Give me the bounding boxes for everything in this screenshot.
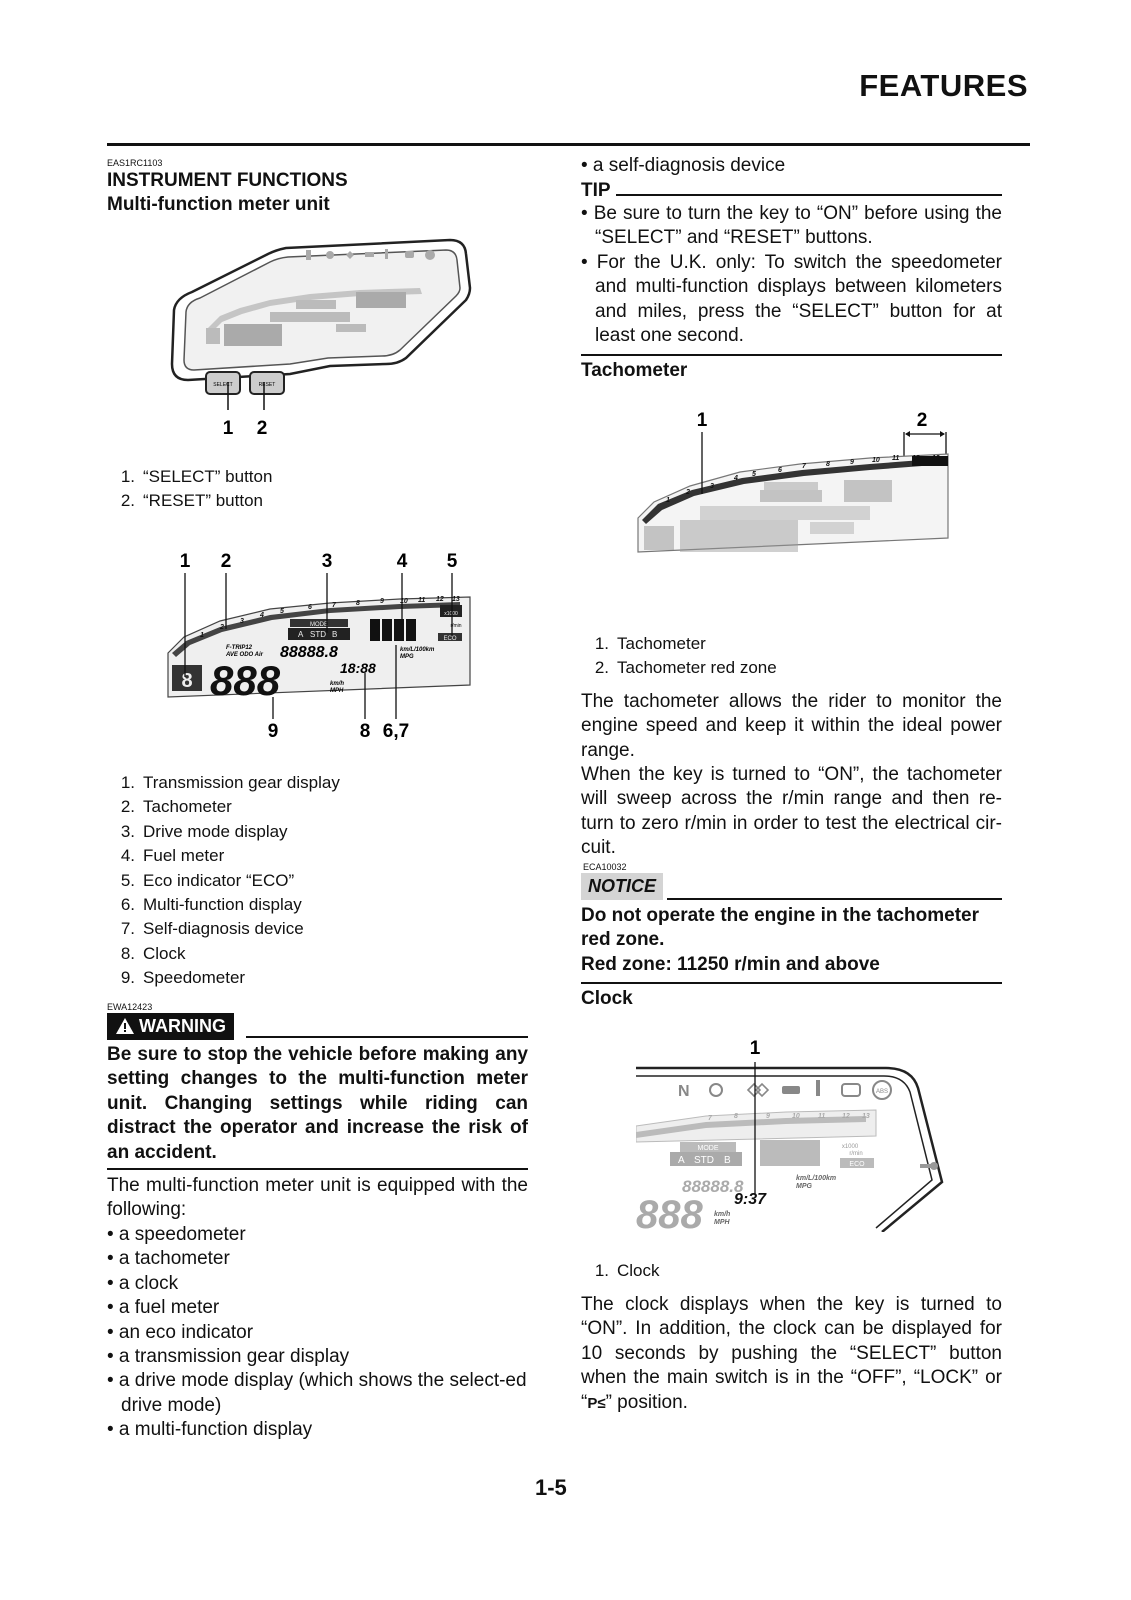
clock-digits: 18:88 (340, 660, 376, 676)
svg-text:A: A (678, 1155, 685, 1166)
callout-6-7: 6,7 (382, 721, 410, 742)
callout-2: 2 (916, 410, 928, 431)
list-item: • a tachometer (107, 1248, 230, 1270)
caption-item: 7. Self-diagnosis device (120, 919, 304, 939)
svg-text:1: 1 (200, 632, 204, 639)
caption-item: 1. Tachometer (594, 634, 706, 653)
notice-badge: NOTICE (581, 873, 663, 900)
list-item: • a fuel meter (107, 1297, 220, 1319)
svg-text:STD: STD (694, 1155, 714, 1166)
tip-label: TIP (581, 180, 611, 201)
turn-signal-icon (748, 1084, 768, 1096)
warning-end-rule (107, 1168, 528, 1170)
list-item: • an eco indicator (107, 1321, 254, 1343)
callout-2: 2 (220, 551, 232, 572)
fig3-caption (581, 632, 777, 681)
svg-text:13: 13 (932, 455, 940, 462)
caption-item: 6. Multi-function display (120, 895, 302, 915)
engine-warning-icon (405, 251, 414, 258)
svg-text:6: 6 (778, 467, 782, 474)
svg-text:13: 13 (452, 596, 460, 603)
neutral-icon: N (678, 1083, 690, 1100)
speed-digits: 888 (210, 657, 281, 704)
parking-position-icon: P≤ (587, 1394, 606, 1412)
clock-value: 9:37 (734, 1191, 767, 1208)
caption-item: 2. Tachometer red zone (594, 658, 777, 678)
svg-text:2: 2 (686, 489, 690, 496)
svg-text:x1000: x1000 (841, 1144, 859, 1150)
callout-8: 8 (359, 721, 371, 742)
svg-text:km/h: km/h (330, 681, 345, 687)
header-rule (107, 143, 1030, 146)
svg-text:10: 10 (872, 457, 880, 464)
clock-heading: Clock (581, 988, 633, 1009)
svg-text:5: 5 (280, 608, 284, 615)
caption-item: 1. Clock (594, 1261, 660, 1280)
svg-text:ABS: ABS (875, 1089, 889, 1095)
svg-text:9: 9 (850, 459, 854, 466)
svg-text:11: 11 (418, 597, 426, 604)
svg-text:8: 8 (734, 1113, 738, 1120)
list-item: • For the U.K. only: To switch the speedometer and multi-function displays between kilometers and miles, press the “SELECT” button for at least one second. (581, 251, 1002, 347)
svg-text:B: B (724, 1155, 731, 1166)
svg-text:6: 6 (308, 604, 312, 611)
svg-text:9: 9 (766, 1113, 770, 1120)
svg-text:7: 7 (802, 463, 806, 470)
callout-1: 1 (179, 551, 191, 572)
caption-item: 2. “RESET” button (120, 491, 263, 511)
fig2-caption (107, 771, 340, 991)
red-zone-text: Red zone: 11250 r/min and above (581, 954, 880, 975)
caption-item: 1. “SELECT” button (120, 467, 273, 486)
svg-text:12: 12 (842, 1113, 850, 1120)
mode-label: MODE (310, 622, 328, 628)
svg-text:888: 888 (636, 1193, 703, 1232)
svg-text:9: 9 (380, 598, 384, 605)
callout-2: 2 (256, 418, 268, 439)
svg-text:12: 12 (912, 455, 920, 462)
svg-text:r/min: r/min (450, 623, 462, 629)
intro-paragraph: The multi-function meter unit is equipped with the following: (107, 1175, 528, 1221)
tip-rule (616, 194, 1002, 196)
caption-item: 3. Drive mode display (120, 821, 288, 841)
svg-text:AVE ODO Air: AVE ODO Air (226, 652, 264, 658)
svg-text:km/h: km/h (714, 1211, 731, 1218)
list-item: • a transmission gear display (107, 1346, 350, 1368)
caption-item: 1. Transmission gear display (120, 773, 340, 792)
lcd-display-figure (160, 545, 480, 745)
caption-item: 5. Eco indicator “ECO” (120, 870, 295, 890)
callout-4: 4 (396, 551, 408, 572)
svg-text:88888.8: 88888.8 (682, 1177, 744, 1196)
warning-text: Be sure to stop the vehicle before making any setting changes to the multi-function meter unit. Changing settings while riding can distract the operator and increase the risk of an accident. (107, 1044, 528, 1163)
callout-3: 3 (321, 551, 333, 572)
notice-rule (667, 898, 1002, 900)
caption-item: 2. Tachometer (120, 797, 232, 817)
tachometer-heading: Tachometer (581, 360, 688, 381)
list-item: • a clock (107, 1272, 179, 1294)
tip-list (581, 202, 1002, 348)
svg-text:11: 11 (892, 455, 900, 462)
svg-text:8: 8 (356, 600, 360, 607)
svg-text:x1000: x1000 (444, 611, 458, 617)
neutral-icon (306, 250, 311, 260)
list-item: • a multi-function display (107, 1419, 313, 1441)
abs-icon (425, 250, 435, 260)
engine-warning-icon (842, 1084, 860, 1096)
notice-text: Do not operate the engine in the tachometer red zone. (581, 905, 979, 951)
high-beam-icon (326, 251, 334, 259)
section-heading: INSTRUMENT FUNCTIONS (107, 170, 348, 191)
section-title: FEATURES (859, 68, 1028, 103)
svg-text:3: 3 (710, 483, 714, 490)
doc-code: EWA12423 (107, 1002, 153, 1012)
oil-pressure-icon (782, 1086, 800, 1094)
svg-text:1: 1 (666, 497, 670, 504)
fig1-caption (107, 465, 272, 514)
coolant-temp-icon (816, 1080, 820, 1096)
caption-item: 4. Fuel meter (120, 846, 225, 866)
doc-code: ECA10032 (583, 862, 627, 872)
svg-text:MPG: MPG (400, 654, 414, 660)
doc-code: EAS1RC1103 (107, 158, 163, 168)
svg-text:MODE: MODE (697, 1145, 719, 1152)
eco-indicator: ECO (443, 636, 457, 642)
svg-text:7: 7 (332, 602, 336, 609)
svg-text:ECO: ECO (849, 1161, 865, 1168)
svg-text:MPH: MPH (330, 688, 344, 694)
feature-list (107, 1223, 528, 1443)
high-beam-icon (710, 1084, 722, 1096)
page-number: 1-5 (535, 1475, 567, 1500)
clock-paragraph: The clock displays when the key is turned to “ON”. In addition, the clock can be displayed for 10 seconds by pushing the “SELECT” button when the main switch is in the “OFF”, “LOCK” or “P≤” position. (581, 1294, 1002, 1413)
tachometer-paragraph-2: When the key is turned to “ON”, the tachometer will sweep across the r/min range and then re-turn to zero r/min in order to test the electrical cir-cuit. (581, 764, 1002, 859)
svg-text:10: 10 (400, 598, 408, 605)
caption-item: 8. Clock (120, 943, 186, 963)
mode-a: A (298, 630, 304, 639)
svg-text:km/L/100km: km/L/100km (400, 647, 435, 653)
callout-9: 9 (267, 721, 279, 742)
select-button-label: SELECT (213, 382, 233, 388)
tachometer-figure (630, 402, 960, 572)
warning-label: WARNING (139, 1016, 226, 1036)
svg-text:7: 7 (708, 1115, 712, 1122)
list-item: • a speedometer (107, 1224, 246, 1245)
caption-item: 9. Speedometer (120, 968, 246, 988)
svg-text:2: 2 (220, 624, 224, 631)
svg-text:11: 11 (818, 1113, 826, 1120)
odometer-digits: 88888.8 (280, 644, 338, 661)
meter-unit-figure (160, 232, 480, 442)
sub-heading: Multi-function meter unit (107, 194, 330, 215)
warning-rule (246, 1036, 528, 1038)
gear-digit: 8 (181, 670, 193, 692)
clock-figure (636, 1032, 952, 1232)
callout-1: 1 (696, 410, 708, 431)
svg-text:5: 5 (752, 471, 756, 478)
warning-triangle-icon (115, 1017, 135, 1035)
svg-text:4: 4 (260, 612, 264, 619)
tachometer-paragraph-1: The tachometer allows the rider to monitor the engine speed and keep it within the ideal power range. (581, 691, 1002, 761)
svg-text:13: 13 (862, 1113, 870, 1120)
bullet-self-diagnosis: • a self-diagnosis device (581, 155, 786, 176)
svg-text:10: 10 (792, 1113, 800, 1120)
warning-badge (107, 1013, 234, 1040)
svg-text:12: 12 (436, 596, 444, 603)
mode-std: STD (310, 630, 326, 639)
notice-end-rule (581, 982, 1002, 984)
callout-1: 1 (222, 418, 234, 439)
fig4-caption (581, 1259, 660, 1283)
callout-1: 1 (749, 1038, 761, 1059)
svg-text:km/L/100km: km/L/100km (796, 1175, 837, 1182)
oil-pressure-icon (365, 252, 374, 257)
tip-end-rule (581, 354, 1002, 356)
list-item: • Be sure to turn the key to “ON” before using the “SELECT” and “RESET” buttons. (581, 203, 1002, 249)
svg-text:4: 4 (734, 475, 738, 482)
callout-5: 5 (446, 551, 458, 572)
svg-text:8: 8 (826, 461, 830, 468)
svg-text:F-TRIP12: F-TRIP12 (226, 645, 253, 651)
coolant-temp-icon (385, 249, 388, 259)
svg-text:r/min: r/min (849, 1151, 863, 1157)
list-item: • a drive mode display (which shows the select-ed drive mode) (107, 1370, 527, 1416)
reset-button-label: RESET (258, 382, 276, 388)
svg-text:3: 3 (240, 618, 244, 625)
mode-b: B (332, 630, 338, 639)
svg-text:MPH: MPH (714, 1219, 730, 1226)
svg-text:MPG: MPG (796, 1183, 812, 1190)
